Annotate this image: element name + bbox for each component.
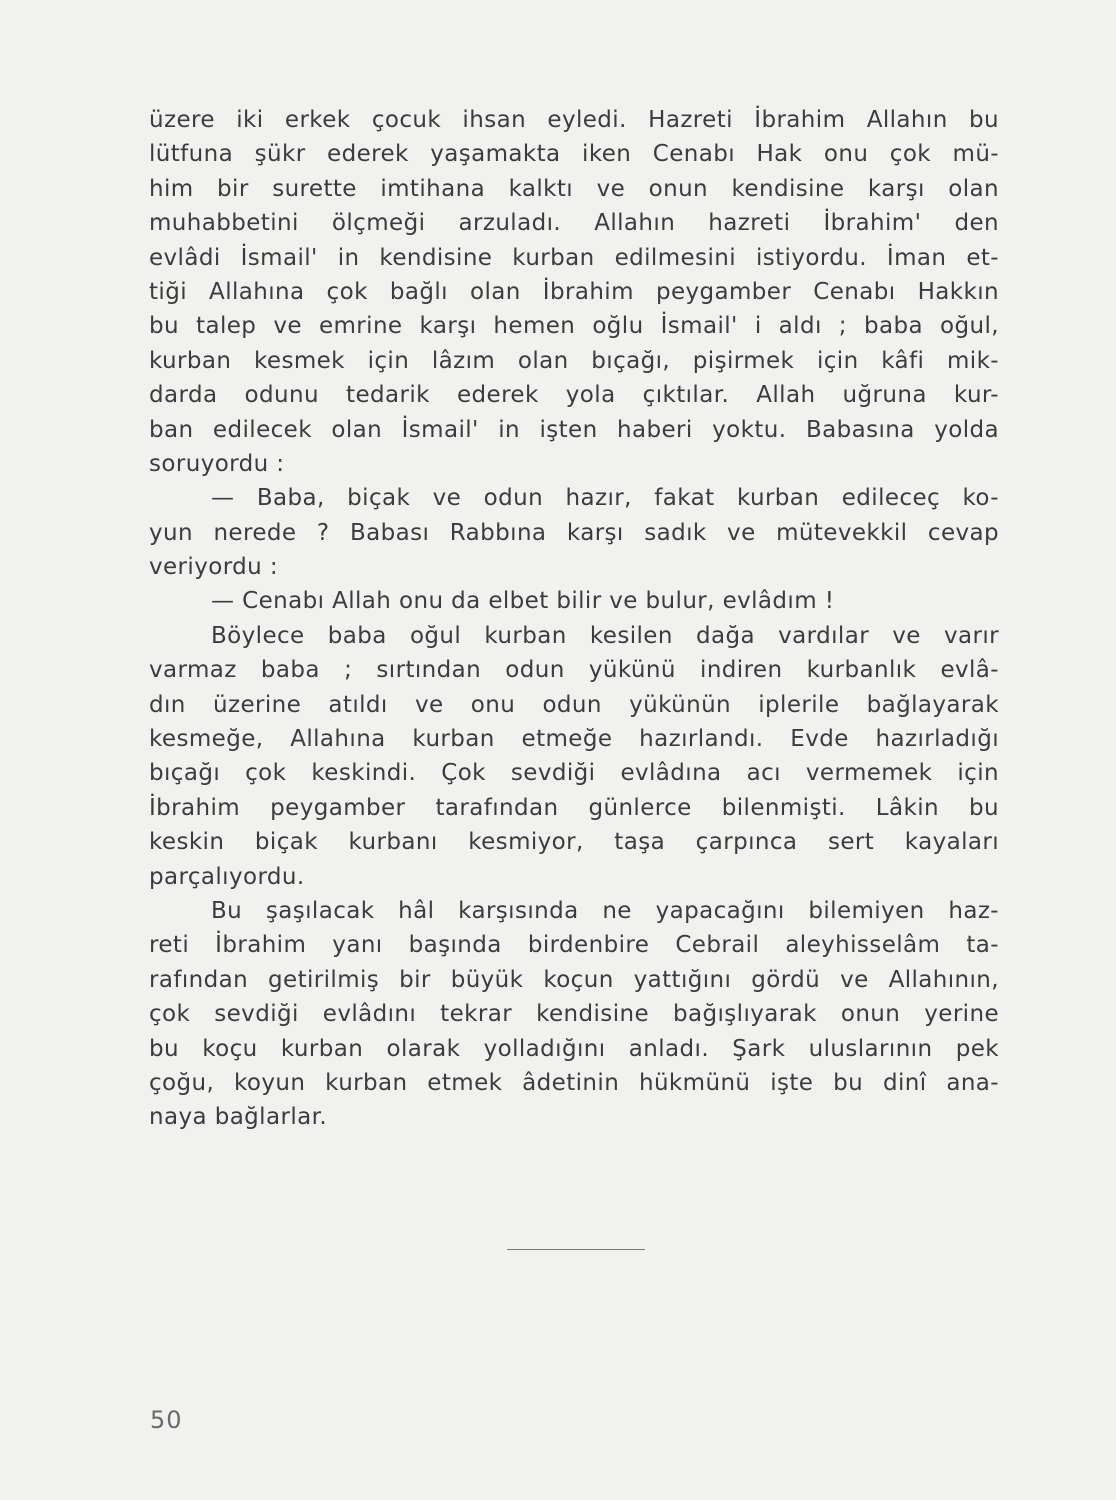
text-line: evlâdi İsmail' in kendisine kurban edilmesini istiyordu. İman et- — [149, 244, 999, 271]
text-line: lütfuna şükr ederek yaşamakta iken Cenabı Hak onu çok mü- — [149, 141, 999, 168]
text-line: muhabbetini ölçmeği arzuladı. Allahın hazreti İbrahim' den — [149, 210, 999, 237]
text-line: soruyordu : — [149, 450, 285, 477]
paragraph-start-line: Böylece baba oğul kurban kesilen dağa vardılar ve varır — [211, 622, 999, 649]
text-line: bıçağı çok keskindi. Çok sevdiği evlâdına acı vermemek için — [149, 760, 999, 787]
text-line: dın üzerine atıldı ve onu odun yükünün iplerile bağlayarak — [149, 691, 999, 718]
text-line: darda odunu tedarik ederek yola çıktılar. Allah uğruna kur- — [149, 382, 999, 409]
text-line: rafından getirilmiş bir büyük koçun yattığını gördü ve Allahının, — [149, 966, 999, 993]
text-line: üzere iki erkek çocuk ihsan eyledi. Hazreti İbrahim Allahın bu — [149, 107, 999, 133]
dialogue-line: — Baba, biçak ve odun hazır, fakat kurban edileceç ko- — [211, 485, 999, 512]
body-text — [149, 103, 999, 1135]
text-line: bu koçu kurban olarak yolladığını anladı. Şark uluslarının pek — [149, 1035, 999, 1062]
text-line: tiği Allahına çok bağlı olan İbrahim peygamber Cenabı Hakkın — [149, 278, 999, 305]
dialogue-line: — Cenabı Allah onu da elbet bilir ve bulur, evlâdım ! — [211, 588, 835, 615]
text-line: keskin biçak kurbanı kesmiyor, taşa çarpınca sert kayaları — [149, 829, 999, 856]
text-line: veriyordu : — [149, 554, 278, 581]
paragraph-start-line: Bu şaşılacak hâl karşısında ne yapacağını bilemiyen haz- — [211, 897, 999, 924]
text-line: kesmeğe, Allahına kurban etmeğe hazırlandı. Evde hazırladığı — [149, 726, 999, 753]
text-line: yun nerede ? Babası Rabbına karşı sadık ve mütevekkil cevap — [149, 519, 999, 546]
text-line: bu talep ve emrine karşı hemen oğlu İsmail' i aldı ; baba oğul, — [149, 313, 999, 340]
text-line: reti İbrahim yanı başında birdenbire Cebrail aleyhisselâm ta- — [149, 932, 999, 959]
text-line: ban edilecek olan İsmail' in işten haberi yoktu. Babasına yolda — [149, 416, 999, 443]
text-line: İbrahim peygamber tarafından günlerce bilenmişti. Lâkin bu — [149, 794, 999, 821]
text-line: çok sevdiği evlâdını tekrar kendisine bağışlıyarak onun yerine — [149, 1001, 999, 1028]
text-line: kurban kesmek için lâzım olan bıçağı, pişirmek için kâfi mik- — [149, 347, 999, 374]
page-number: 50 — [150, 1406, 183, 1434]
text-line: naya bağlarlar. — [149, 1104, 328, 1131]
section-divider — [507, 1249, 645, 1250]
text-line: çoğu, koyun kurban etmek âdetinin hükmünü işte bu dinî ana- — [149, 1069, 999, 1096]
text-line: parçalıyordu. — [149, 863, 305, 890]
text-line: him bir surette imtihana kalktı ve onun kendisine karşı olan — [149, 175, 999, 202]
text-line: varmaz baba ; sırtından odun yükünü indiren kurbanlık evlâ- — [149, 657, 999, 684]
